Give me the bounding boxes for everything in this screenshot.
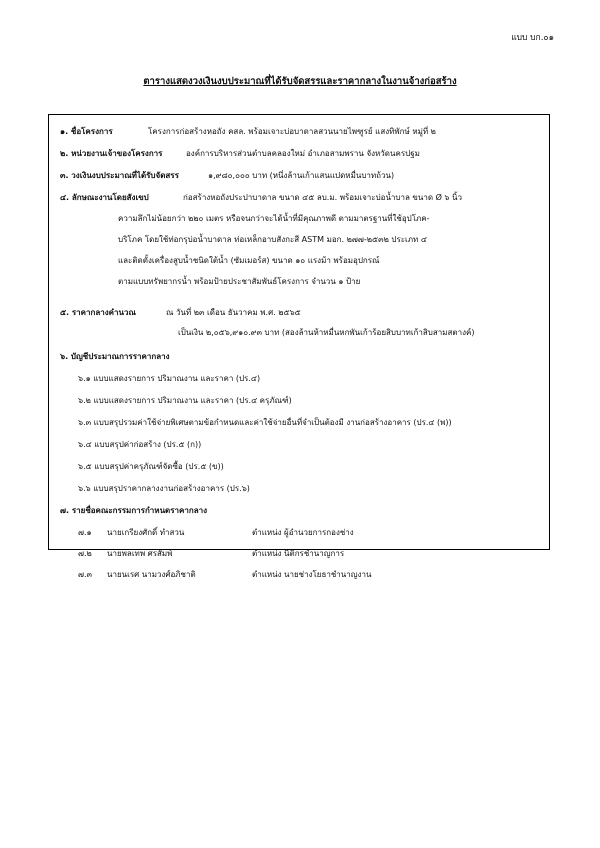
work-description-line: ตามแบบทรัพยากรน้ำ พร้อมป้ายประชาสัมพันธ์โครงการ จำนวน ๑ ป้าย	[118, 277, 361, 286]
estimate-list-label: ๖. บัญชีประมาณการราคากลาง	[60, 352, 170, 361]
project-name-label: ๑. ชื่อโครงการ	[60, 127, 113, 136]
committee-member-number: ๗.๑	[78, 528, 92, 537]
committee-member-position: ตำแหน่ง นิติกรชำนาญการ	[252, 549, 345, 558]
work-description-line: และติดตั้งเครื่องสูบน้ำชนิดใต้น้ำ (ซัมเมอร์ส) ขนาด ๑๐ แรงม้า พร้อมอุปกรณ์	[118, 256, 380, 265]
project-name-value: โครงการก่อสร้างหอถัง คสล. พร้อมเจาะบ่อบาดาลสวนนายไพฑูรย์ แสงทิพักษ์ หมู่ที่ ๒	[148, 127, 436, 136]
agency-label: ๒. หน่วยงานเจ้าของโครงการ	[60, 149, 163, 158]
committee-member-name: นายเกรียงศักดิ์ ทำสวน	[107, 528, 185, 537]
estimate-list-item: ๖.๖ แบบสรุปราคากลางงานก่อสร้างอาคาร (ปร.๖)	[78, 484, 250, 493]
median-price-label: ๕. ราคากลางคำนวณ	[60, 308, 136, 317]
committee-member-name: นายนเรศ นามวงศ์อภิชาติ	[107, 570, 196, 579]
budget-label: ๓. วงเงินงบประมาณที่ได้รับจัดสรร	[60, 171, 179, 180]
work-description-line: ความลึกไม่น้อยกว่า ๒๒๐ เมตร หรือจนกว่าจะได้น้ำที่มีคุณภาพดี ตามมาตรฐานที่ใช้อุปโภค-	[118, 214, 430, 223]
estimate-list-item: ๖.๑ แบบแสดงรายการ ปริมาณงาน และราคา (ปร.๔)	[78, 374, 261, 383]
form-code: แบบ บก.๐๑	[511, 33, 554, 43]
committee-member-number: ๗.๒	[78, 549, 92, 558]
committee-member-name: นายพลเทพ ศรสัมพ์	[107, 549, 173, 558]
median-price-amount: เป็นเงิน ๒,๐๕๖,๙๑๐.๙๓ บาท (สองล้านห้าหมื่นหกพันเก้าร้อยสิบบาทเก้าสิบสามสตางค์)	[178, 328, 475, 337]
estimate-list-item: ๖.๓ แบบสรุปรวมค่าใช้จ่ายพิเศษตามข้อกำหนดและค่าใช้จ่ายอื่นที่จำเป็นต้องมี งานก่อสร้างอาคาร (ปร.๔ (พ))	[78, 418, 452, 427]
committee-member-number: ๗.๓	[78, 570, 93, 579]
agency-value: องค์การบริหารส่วนตำบลคลองใหม่ อำเภอสามพราน จังหวัดนครปฐม	[186, 149, 420, 158]
work-description-line: ก่อสร้างหอถังประปาบาดาล ขนาด ๔๕ ลบ.ม. พร้อมเจาะบ่อน้ำบาล ขนาด Ø ๖ นิ้ว	[183, 193, 463, 202]
median-price-date: ณ วันที่ ๒๓ เดือน ธันวาคม พ.ศ. ๒๕๖๕	[166, 308, 301, 317]
document-title: ตารางแสดงวงเงินงบประมาณที่ได้รับจัดสรรและราคากลางในงานจ้างก่อสร้าง	[143, 76, 457, 87]
estimate-list-item: ๖.๕ แบบสรุปค่าครุภัณฑ์จัดซื้อ (ปร.๕ (ข))	[78, 462, 224, 471]
committee-member-position: ตำแหน่ง นายช่างโยธาชำนาญงาน	[252, 570, 372, 579]
committee-member-position: ตำแหน่ง ผู้อำนวยการกองช่าง	[252, 528, 354, 537]
budget-value: ๑,๙๘๐,๐๐๐ บาท (หนึ่งล้านเก้าแสนแปดหมื่นบาทถ้วน)	[208, 171, 395, 180]
estimate-list-item: ๖.๒ แบบแสดงรายการ ปริมาณงาน และราคา (ปร.๔ ครุภัณฑ์)	[78, 396, 292, 405]
estimate-list-item: ๖.๔ แบบสรุปค่าก่อสร้าง (ปร.๕ (ก))	[78, 440, 202, 449]
committee-label: ๗. รายชื่อคณะกรรมการกำหนดราคากลาง	[60, 506, 208, 515]
work-description-line: บริโภค โดยใช้ท่อกรุบ่อน้ำบาดาล ท่อเหล็กอาบสังกะสี ASTM มอก. ๒๗๗-๒๕๓๒ ประเภท ๔	[118, 235, 427, 244]
work-description-label: ๔. ลักษณะงานโดยสังเขป	[60, 193, 149, 202]
